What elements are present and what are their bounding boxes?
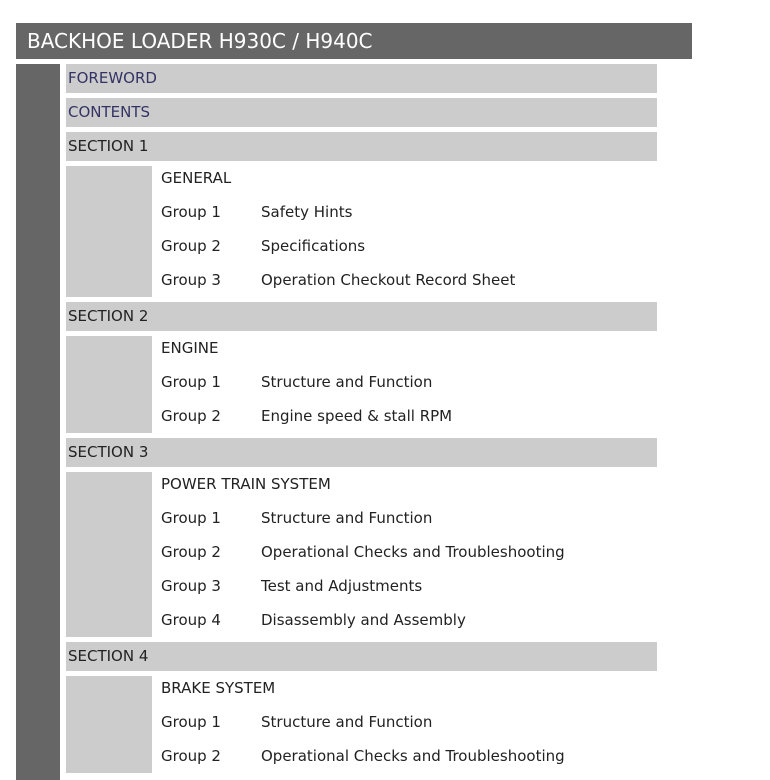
section-1-side-block <box>66 166 152 297</box>
section-4-name: BRAKE SYSTEM <box>161 679 276 697</box>
left-rail <box>16 64 60 780</box>
toc-entry-section-3-group-2[interactable] <box>161 540 657 574</box>
section-2-name: ENGINE <box>161 339 219 357</box>
group-number: Group 2 <box>161 543 221 561</box>
section-4-side-block <box>66 676 152 773</box>
group-title: Operational Checks and Troubleshooting <box>261 747 565 765</box>
group-number: Group 1 <box>161 203 221 221</box>
section-1-name: GENERAL <box>161 169 232 187</box>
section-2-body <box>66 336 657 433</box>
toc-entry-section-3-group-3[interactable] <box>161 574 657 608</box>
group-title: Safety Hints <box>261 203 353 221</box>
toc-entry-section-4-group-1[interactable] <box>161 710 657 744</box>
group-number: Group 2 <box>161 747 221 765</box>
group-number: Group 1 <box>161 713 221 731</box>
toc-entry-section-1-group-3[interactable] <box>161 268 657 297</box>
group-title: Operational Checks and Troubleshooting <box>261 543 565 561</box>
section-3-name: POWER TRAIN SYSTEM <box>161 475 331 493</box>
group-number: Group 3 <box>161 271 221 289</box>
group-title: Operation Checkout Record Sheet <box>261 271 516 289</box>
toc-entry-section-2-group-2[interactable] <box>161 404 657 433</box>
section-1-header: SECTION 1 <box>66 132 657 161</box>
group-number: Group 4 <box>161 611 221 629</box>
contents-link[interactable]: CONTENTS <box>66 98 657 127</box>
group-title: Test and Adjustments <box>261 577 423 595</box>
toc-entry-section-4-group-2[interactable] <box>161 744 657 773</box>
group-title: Structure and Function <box>261 373 433 391</box>
toc-entry-section-3-group-4[interactable] <box>161 608 657 637</box>
section-3-entries <box>152 472 657 637</box>
section-3-body <box>66 472 657 637</box>
group-number: Group 2 <box>161 237 221 255</box>
group-title: Specifications <box>261 237 366 255</box>
section-3-side-block <box>66 472 152 637</box>
section-4-entries <box>152 676 657 773</box>
toc-entry-section-1-group-2[interactable] <box>161 234 657 268</box>
group-title: Disassembly and Assembly <box>261 611 466 629</box>
toc-entry-section-2-group-1[interactable] <box>161 370 657 404</box>
section-2-entries <box>152 336 657 433</box>
section-2-header: SECTION 2 <box>66 302 657 331</box>
toc-content <box>66 64 657 778</box>
group-number: Group 2 <box>161 407 221 425</box>
section-4-header: SECTION 4 <box>66 642 657 671</box>
foreword-link[interactable]: FOREWORD <box>66 64 657 93</box>
group-number: Group 3 <box>161 577 221 595</box>
group-title: Structure and Function <box>261 713 433 731</box>
section-2-side-block <box>66 336 152 433</box>
group-number: Group 1 <box>161 373 221 391</box>
toc-entry-section-1-group-1[interactable] <box>161 200 657 234</box>
section-3-header: SECTION 3 <box>66 438 657 467</box>
group-title: Engine speed & stall RPM <box>261 407 453 425</box>
section-4-body <box>66 676 657 773</box>
group-number: Group 1 <box>161 509 221 527</box>
section-1-body <box>66 166 657 297</box>
group-title: Structure and Function <box>261 509 433 527</box>
page-title: BACKHOE LOADER H930C / H940C <box>16 23 692 59</box>
toc-entry-section-3-group-1[interactable] <box>161 506 657 540</box>
section-1-entries <box>152 166 657 297</box>
